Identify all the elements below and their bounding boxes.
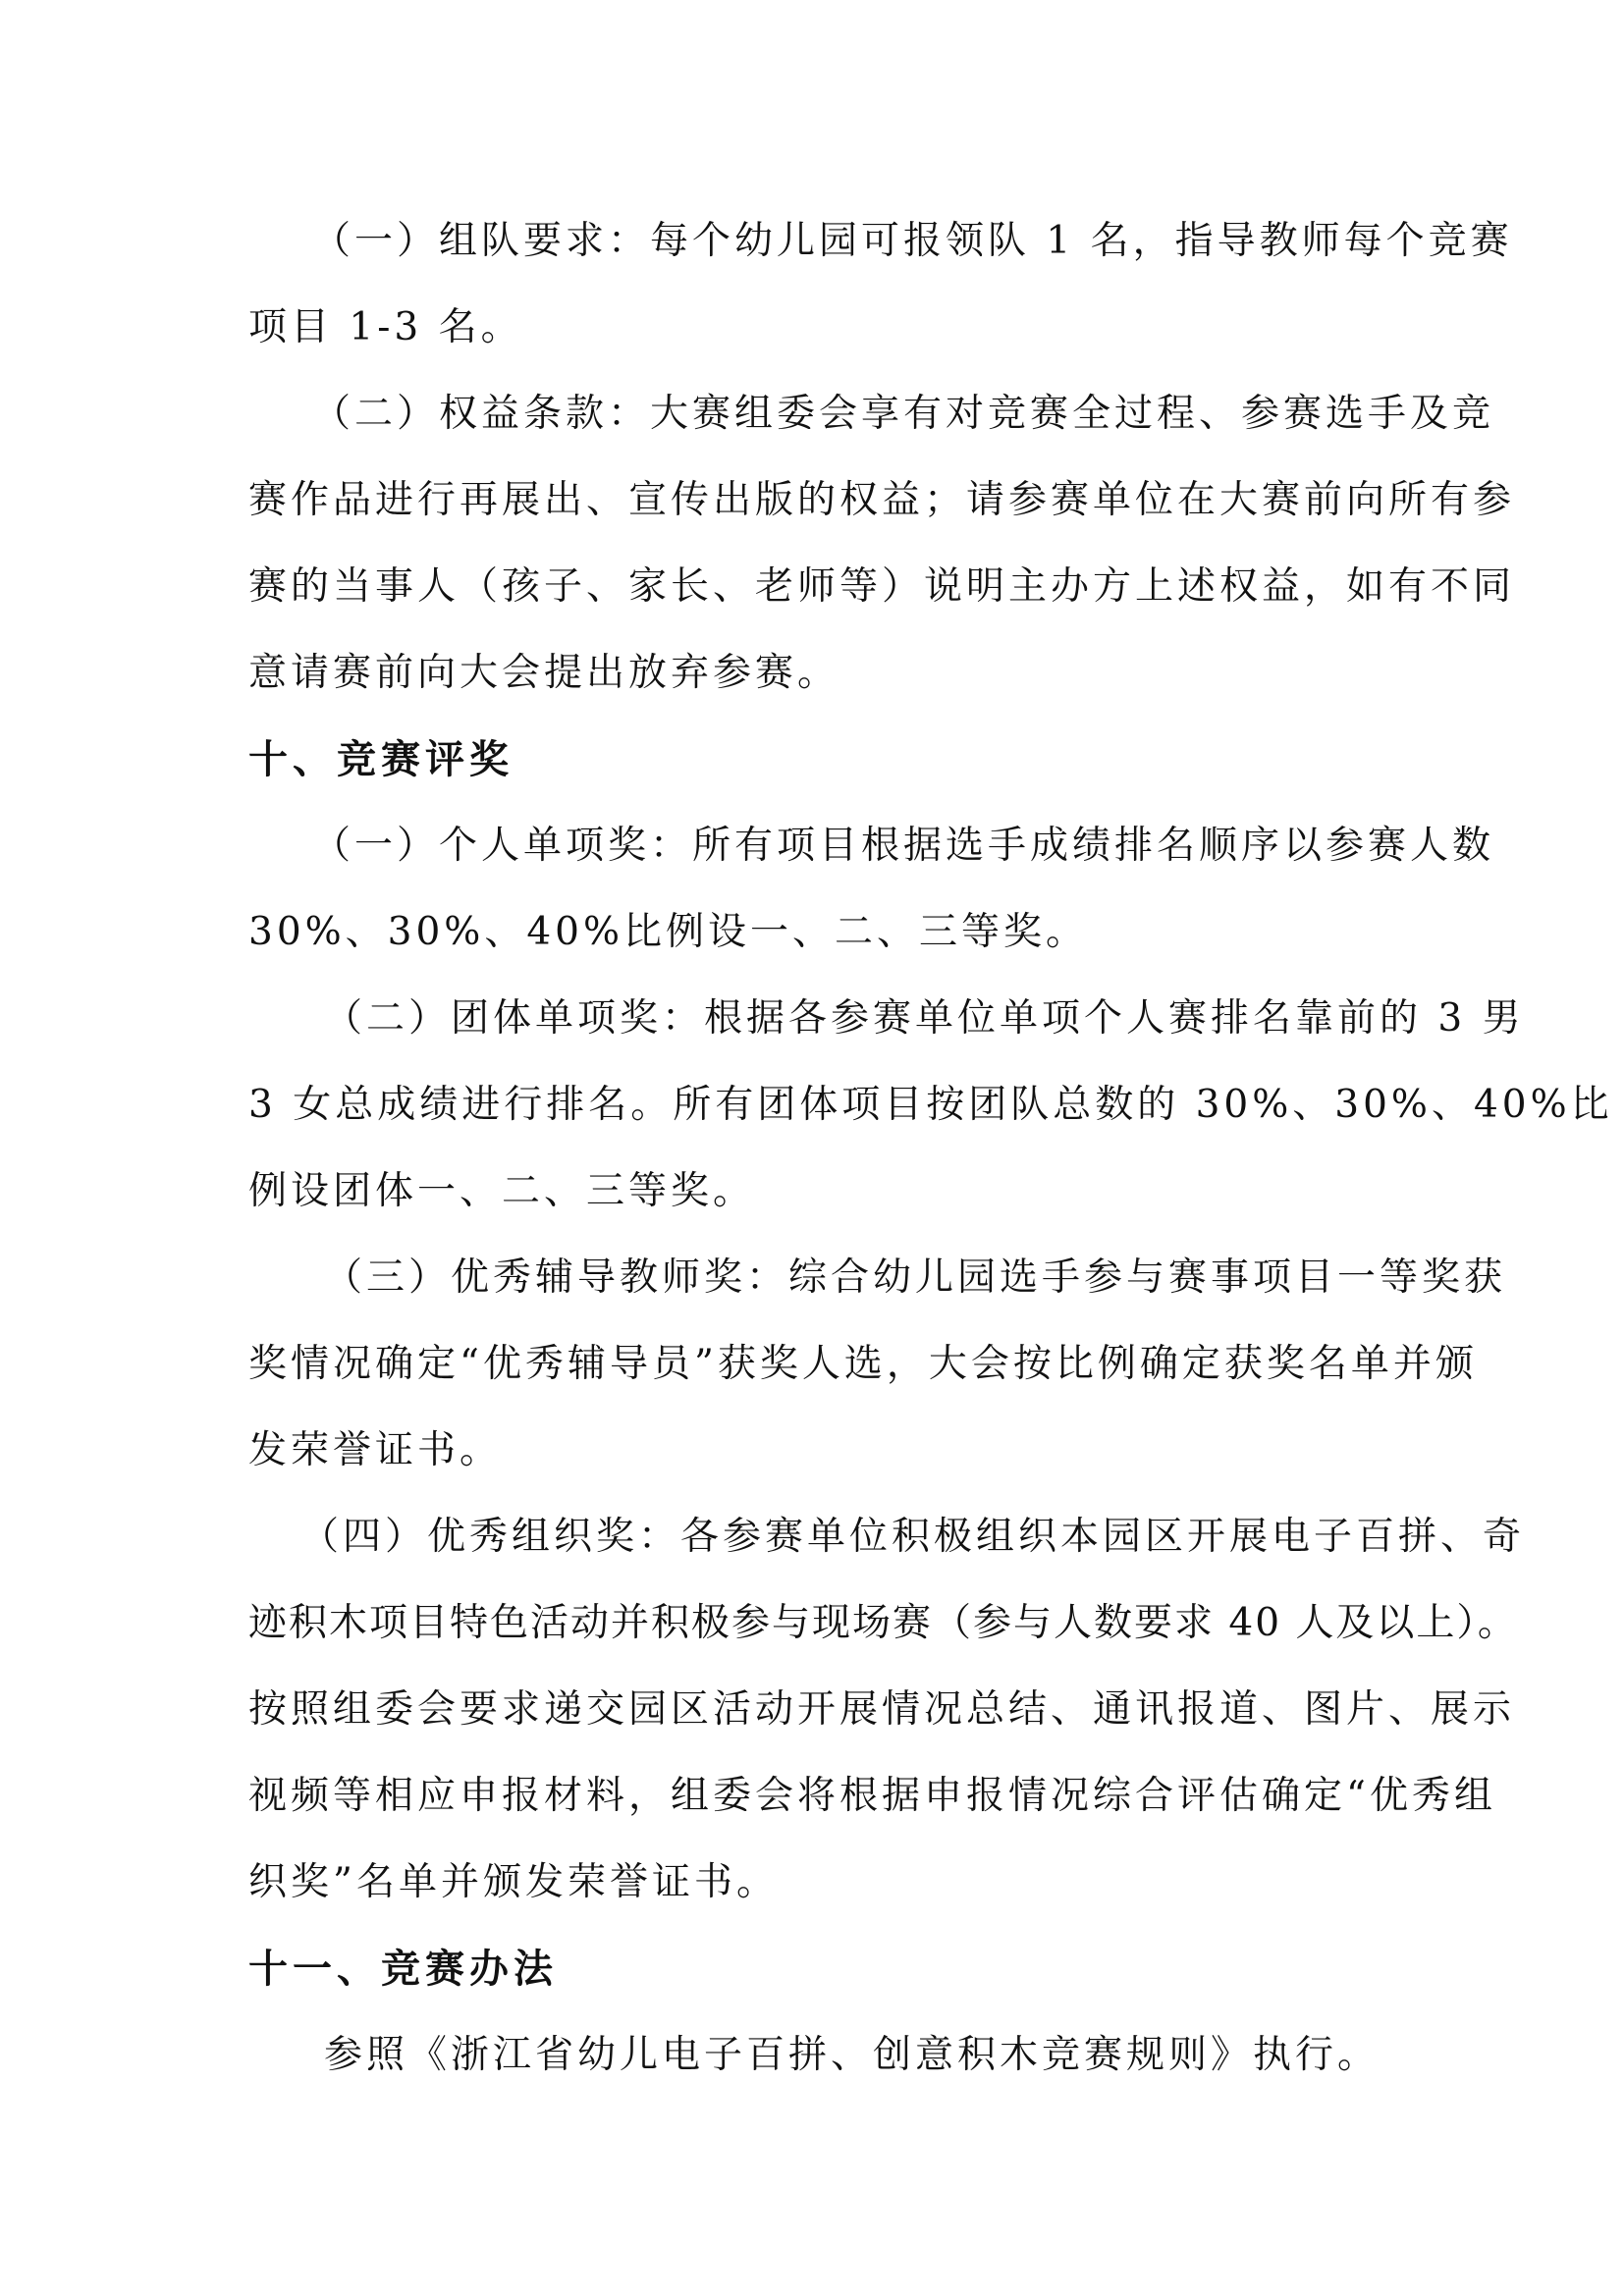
teacher-award-line-3: 发荣誉证书。 [248, 1428, 503, 1472]
individual-award-line-2: 30%、30%、40%比例设一、二、三等奖。 [248, 910, 1089, 954]
section-heading-awards: 十、竞赛评奖 [248, 737, 514, 782]
organization-award-line-4: 视频等相应申报材料，组委会将根据申报情况综合评估确定“优秀组 [248, 1774, 1496, 1818]
team-award-line-3: 例设团体一、二、三等奖。 [248, 1169, 756, 1213]
team-requirement-line-2: 项目 1-3 名。 [248, 305, 523, 349]
rights-clause-line-3: 赛的当事人（孩子、家长、老师等）说明主办方上述权益，如有不同 [248, 564, 1516, 609]
organization-award-line-1: （四）优秀组织奖：各参赛单位积极组织本园区开展电子百拼、奇 [300, 1515, 1526, 1559]
teacher-award-line-1: （三）优秀辅导教师奖：综合幼儿园选手参与赛事项目一等奖获 [324, 1255, 1507, 1300]
individual-award-line-1: （一）个人单项奖：所有项目根据选手成绩排名顺序以参赛人数 [312, 824, 1495, 868]
team-requirement-line-1: （一）组队要求：每个幼儿园可报领队 1 名，指导教师每个竞赛 [312, 219, 1513, 263]
rights-clause-line-4: 意请赛前向大会提出放弃参赛。 [248, 651, 840, 695]
competition-method-line: 参照《浙江省幼儿电子百拼、创意积木竞赛规则》执行。 [324, 2033, 1380, 2077]
section-heading-methods: 十一、竞赛办法 [248, 1947, 558, 1992]
team-award-line-1: （二）团体单项奖：根据各参赛单位单项个人赛排名靠前的 3 男 [324, 996, 1525, 1041]
teacher-award-line-2: 奖情况确定“优秀辅导员”获奖人选，大会按比例确定获奖名单并颁 [248, 1342, 1478, 1386]
team-award-line-2: 3 女总成绩进行排名。所有团体项目按团队总数的 30%、30%、40%比 [248, 1083, 1613, 1127]
organization-award-line-5: 织奖”名单并颁发荣誉证书。 [248, 1860, 779, 1904]
organization-award-line-2: 迹积木项目特色活动并积极参与现场赛（参与人数要求 40 人及以上）。 [248, 1601, 1518, 1645]
rights-clause-line-2: 赛作品进行再展出、宣传出版的权益；请参赛单位在大赛前向所有参 [248, 478, 1516, 522]
rights-clause-line-1: （二）权益条款：大赛组委会享有对竞赛全过程、参赛选手及竞 [312, 392, 1495, 436]
organization-award-line-3: 按照组委会要求递交园区活动开展情况总结、通讯报道、图片、展示 [248, 1687, 1516, 1732]
